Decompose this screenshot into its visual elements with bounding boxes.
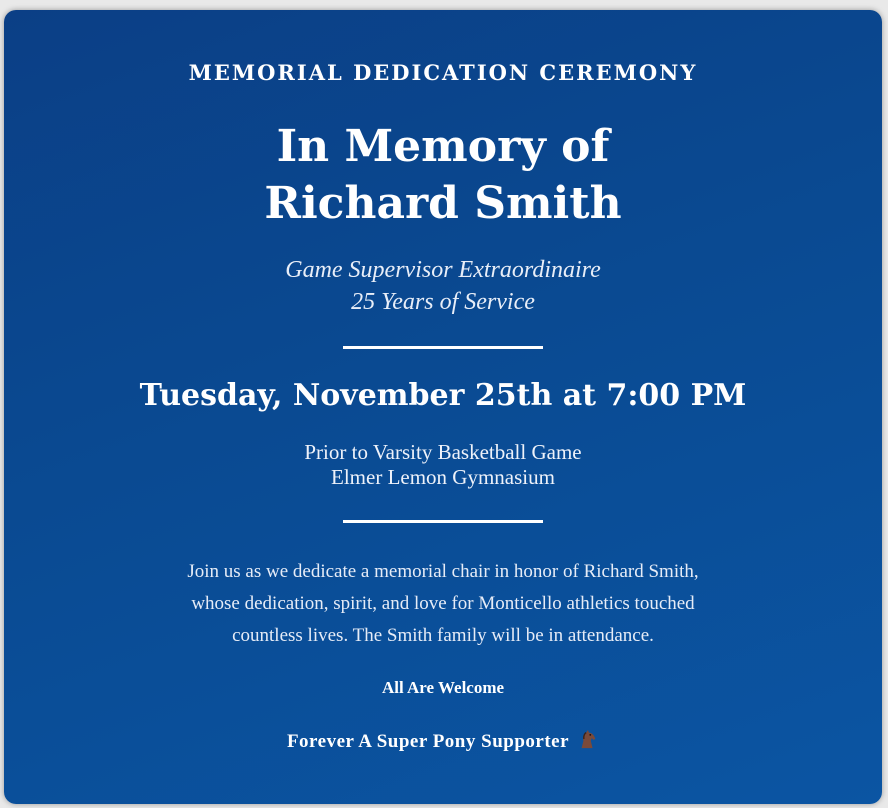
closing-text: Forever A Super Pony Supporter <box>286 731 570 752</box>
horse-icon <box>577 728 599 756</box>
description-line-2: whose dedication, spirit, and love for Monticello athletics touched <box>191 593 695 614</box>
closing-line <box>4 728 882 756</box>
welcome-note: All Are Welcome <box>381 678 505 697</box>
memorial-title <box>4 118 882 232</box>
divider-top <box>343 346 543 349</box>
title-line-2: Richard Smith <box>264 178 622 229</box>
memorial-card <box>4 10 882 804</box>
location-line-2: Elmer Lemon Gymnasium <box>331 465 555 489</box>
event-description <box>124 556 762 652</box>
subtitle-line-1: Game Supervisor Extraordinaire <box>285 257 601 283</box>
ceremony-eyebrow: MEMORIAL DEDICATION CEREMONY <box>188 60 698 85</box>
event-location <box>4 440 882 490</box>
event-datetime: Tuesday, November 25th at 7:00 PM <box>139 378 747 413</box>
description-line-1: Join us as we dedicate a memorial chair in honor of Richard Smith, <box>187 561 699 582</box>
memorial-subtitle <box>4 254 882 318</box>
title-line-1: In Memory of <box>276 121 610 172</box>
description-line-3: countless lives. The Smith family will be in attendance. <box>232 625 654 646</box>
subtitle-line-2: 25 Years of Service <box>351 289 535 315</box>
divider-bottom <box>343 520 543 523</box>
location-line-1: Prior to Varsity Basketball Game <box>304 440 582 464</box>
